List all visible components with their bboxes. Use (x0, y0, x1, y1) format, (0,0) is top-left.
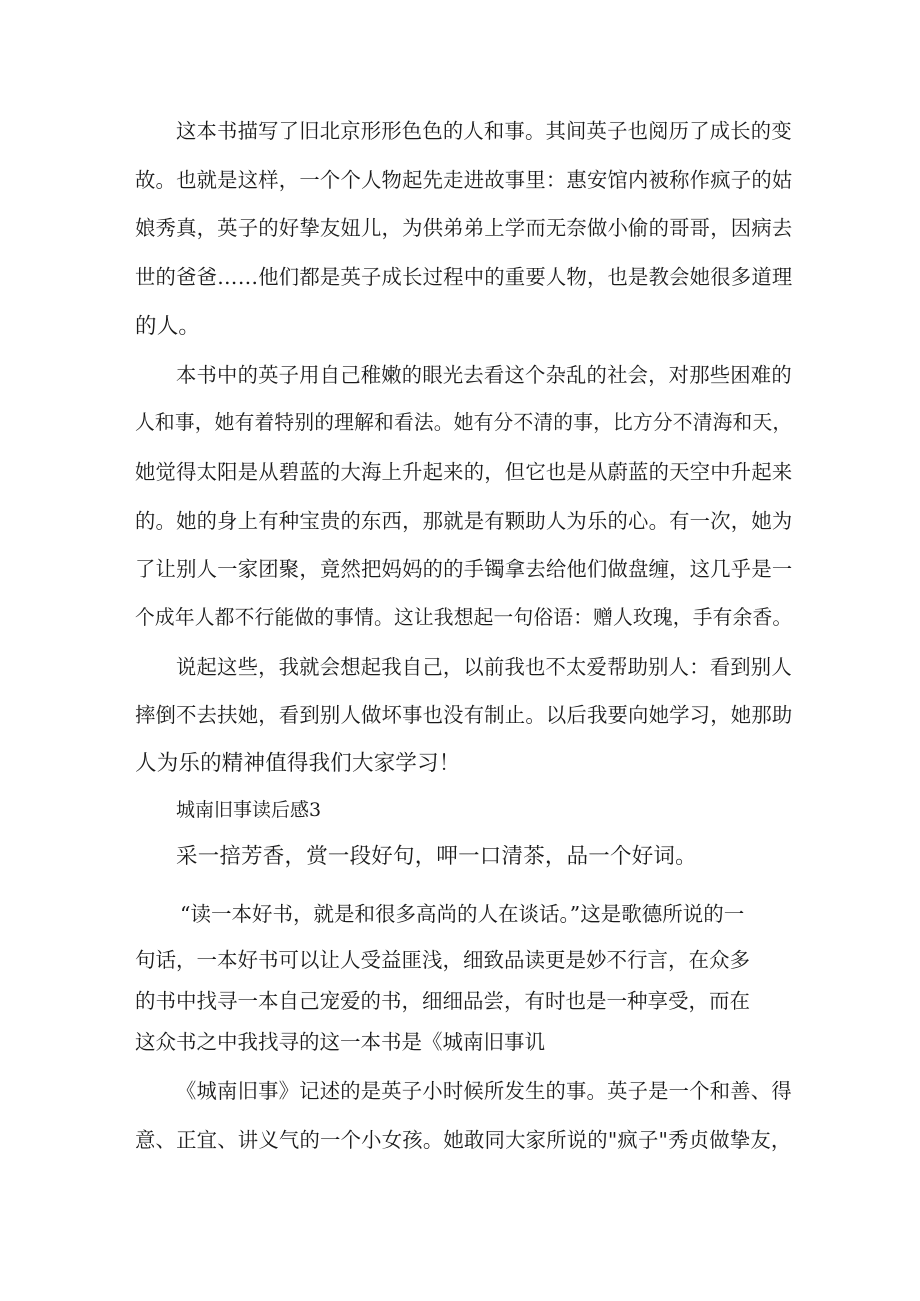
text-line: 故。也就是这样，一个个人物起先走进故事里：惠安馆内被称作疯子的姑 (135, 168, 793, 192)
text-line: 说起这些，我就会想起我自己，以前我也不太爱帮助别人：看到别人 (176, 655, 792, 679)
text-line: 的。她的身上有种宝贵的东西，那就是有颗助人为乐的心。有一次，她为 (135, 509, 793, 533)
text-line: 世的爸爸……他们都是英子成长过程中的重要人物，也是教会她很多道理 (135, 265, 793, 289)
text-line: 这本书描写了旧北京形形色色的人和事。其间英子也阅历了成长的变 (176, 119, 792, 143)
text-line: 个成年人都不行能做的事情。这让我想起一句俗语：赠人玫瑰，手有余香。 (135, 606, 793, 629)
text-line: 人和事，她有着特别的理解和看法。她有分不清的事，比方分不清海和天， (135, 411, 793, 434)
text-line: 娘秀真，英子的好挚友妞儿，为供弟弟上学而无奈做小偷的哥哥，因病去 (135, 216, 793, 240)
text-line: 本书中的英子用自己稚嫩的眼光去看这个杂乱的社会，对那些困难的 (176, 363, 792, 387)
text-line: 这众书之中我找寻的这一本书是《城南旧事讥 (135, 1030, 545, 1054)
text-line: 她觉得太阳是从碧蓝的大海上升起来的，但它也是从蔚蓝的天空中升起来 (135, 460, 793, 484)
text-line: 摔倒不去扶她，看到别人做坏事也没有制止。以后我要向她学习，她那助 (135, 703, 793, 727)
text-line: 句话，一本好书可以让人受益匪浅，细致品读更是妙不行言，在众多 (135, 948, 750, 972)
text-line: 的书中找寻一本自己宠爱的书，细细品尝，有时也是一种享受，而在 (135, 989, 750, 1013)
text-line: 《城南旧事》记述的是英子小时候所发生的事。英子是一个和善、得 (176, 1079, 792, 1103)
section-heading: 城南旧事读后感3 (176, 799, 322, 821)
text-line: 了让别人一家团聚，竟然把妈妈的的手镯拿去给他们做盘缠，这几乎是一 (135, 557, 793, 581)
text-line: 人为乐的精神值得我们大家学习！ (135, 751, 461, 776)
text-line: “读一本好书，就是和很多高尚的人在谈话。”这是歌德所说的一 (180, 902, 745, 926)
text-line: 的人。 (135, 314, 201, 339)
text-line: 意、正宜、讲义气的一个小女孩。她敢同大家所说的"疯子"秀贞做挚友， (135, 1128, 792, 1152)
paragraph-4: 采一掊芳香，赏一段好句，呷一口清茶，品一个好词。 (176, 844, 697, 869)
